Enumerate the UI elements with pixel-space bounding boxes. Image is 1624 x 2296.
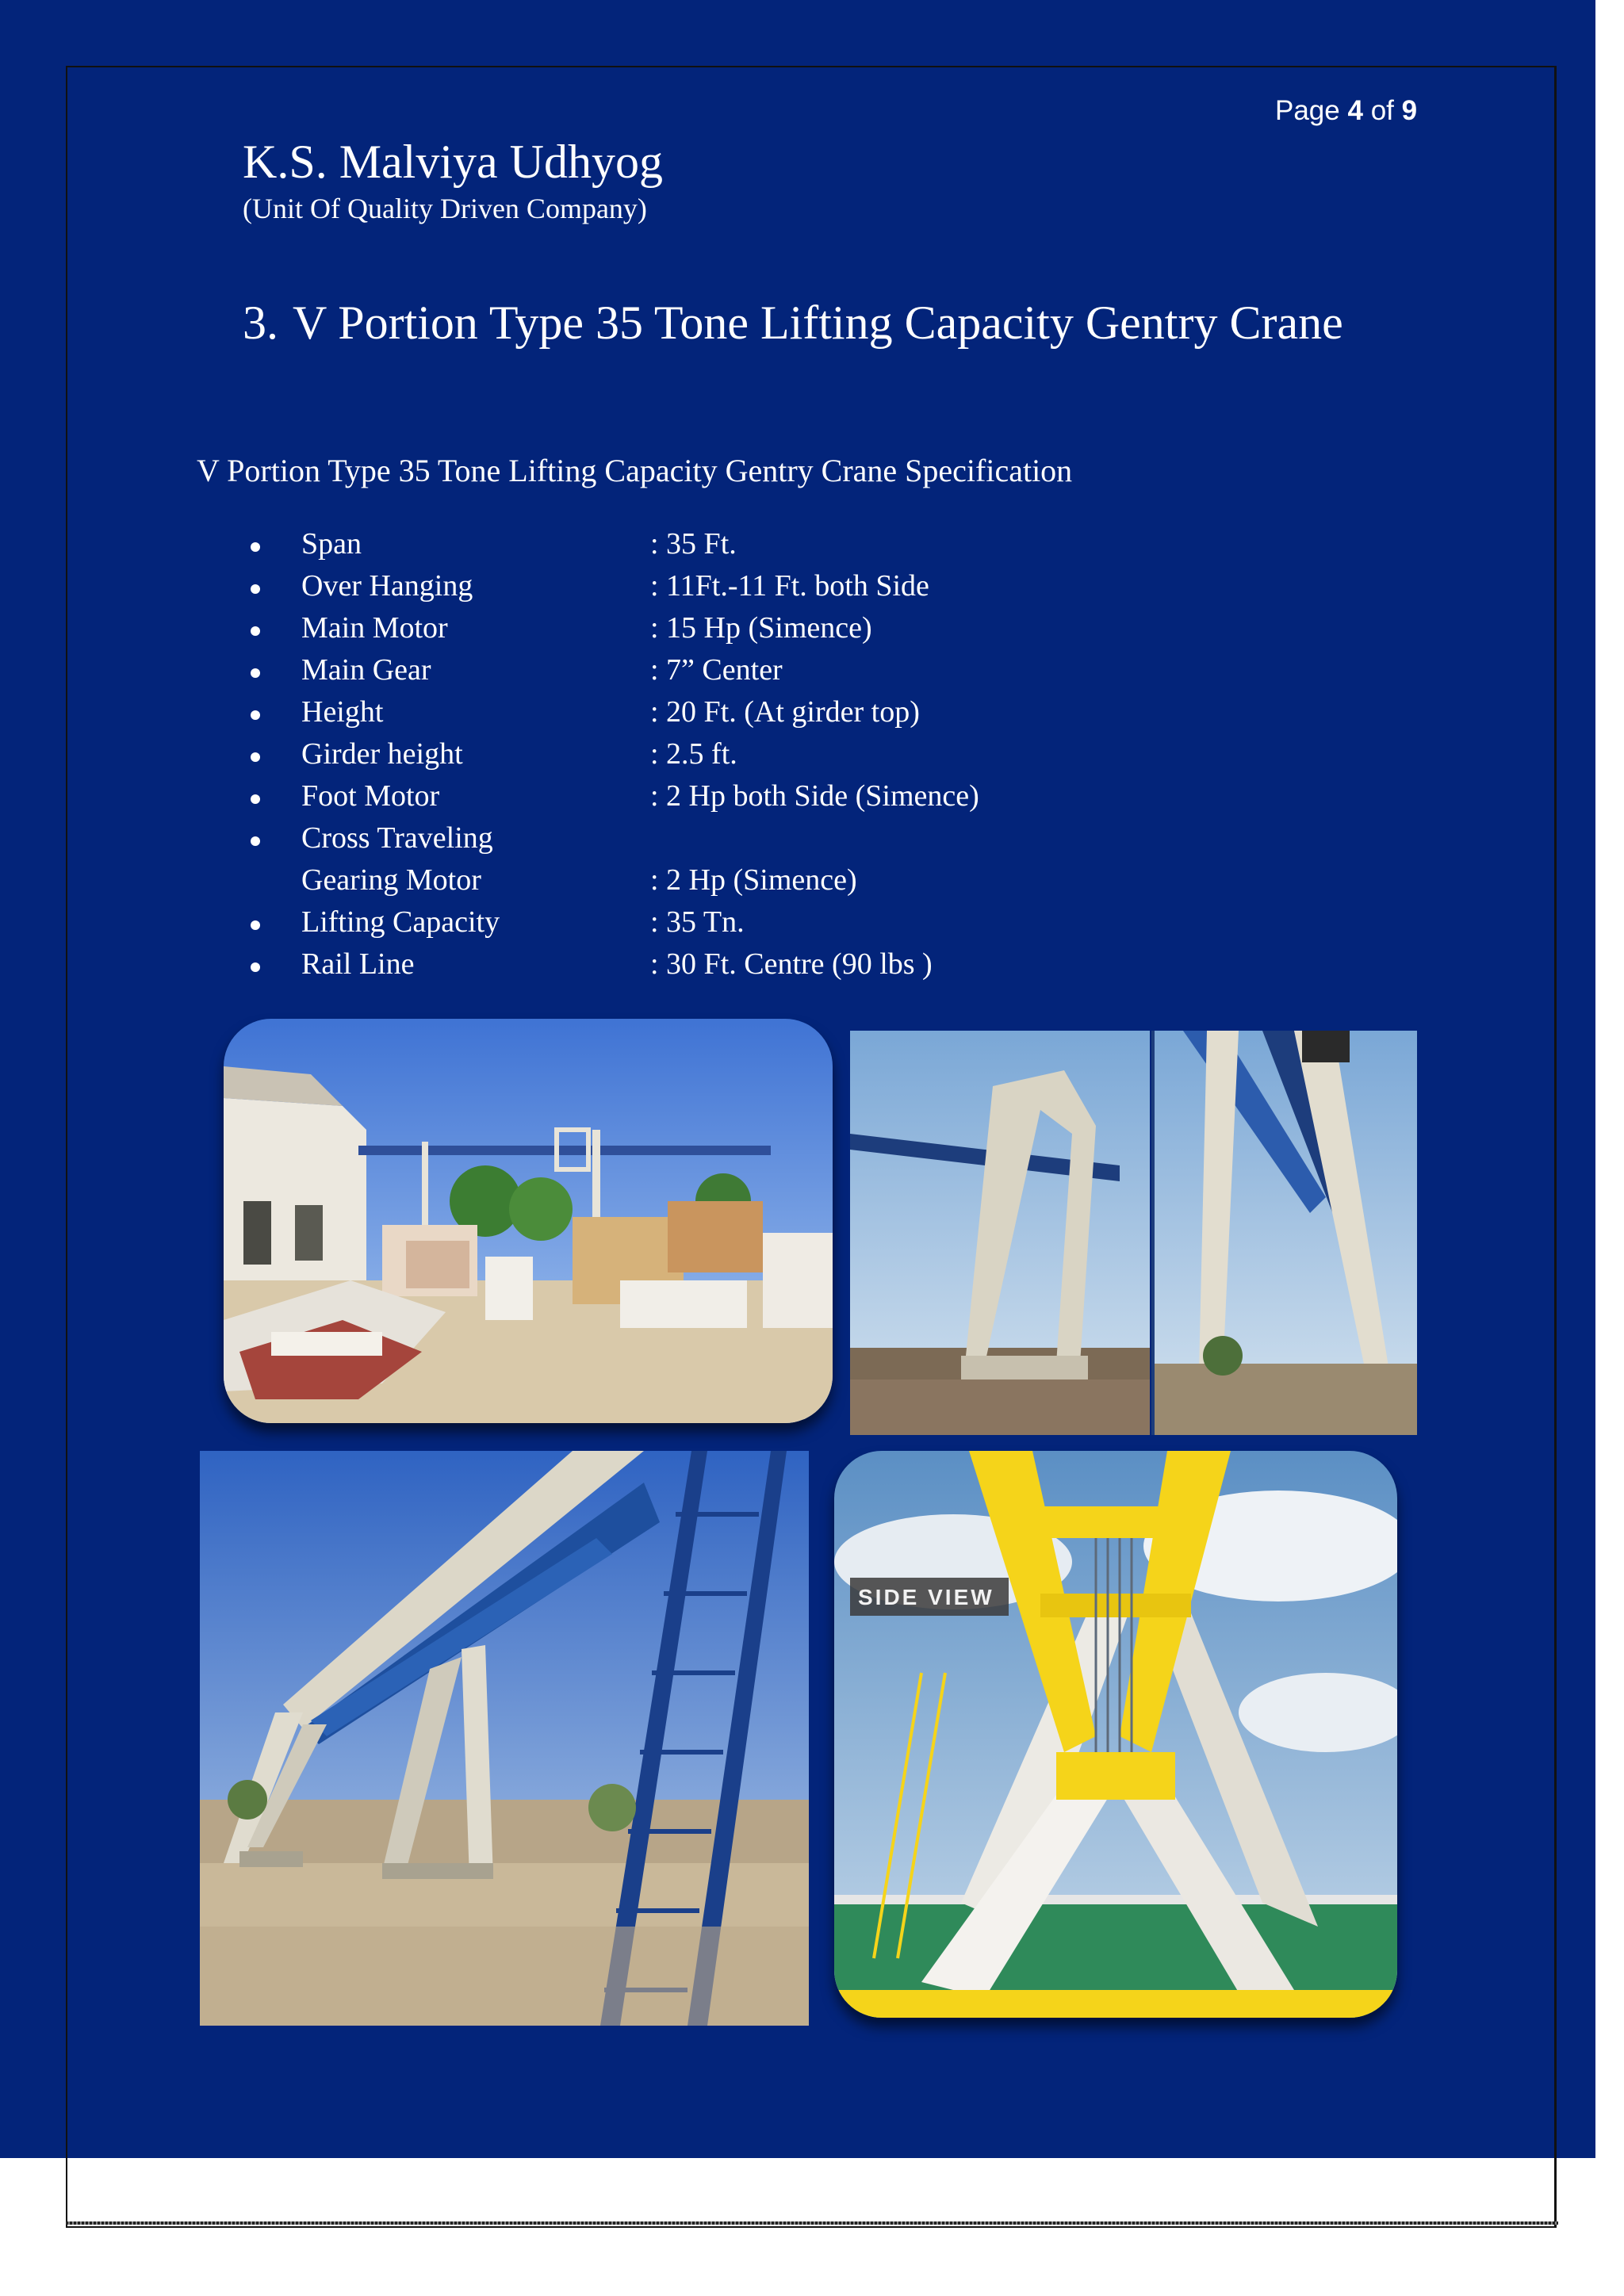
- section-number: 3.: [243, 297, 278, 349]
- bullet-icon: [251, 908, 266, 924]
- bullet-icon: [251, 572, 266, 587]
- page-number: [1275, 95, 1417, 127]
- bullet-icon: [251, 782, 266, 798]
- bullet-icon: [251, 950, 266, 966]
- spec-value: : 30 Ft. Centre (90 lbs ): [650, 947, 933, 981]
- page-of: of: [1370, 95, 1394, 126]
- bullet-icon: [251, 698, 266, 714]
- section-title: V Portion Type 35 Tone Lifting Capacity Gentry Crane: [293, 297, 1343, 349]
- spec-label: Cross Traveling: [301, 821, 493, 855]
- page-prefix: Page: [1275, 95, 1340, 126]
- bullet-icon: [251, 740, 266, 756]
- spec-value: : 2 Hp (Simence): [650, 863, 857, 897]
- spec-value: : 2 Hp both Side (Simence): [650, 779, 979, 813]
- bullet-icon: [251, 824, 266, 840]
- company-name: K.S. Malviya Udhyog: [243, 136, 663, 188]
- spec-label: Main Motor: [301, 611, 448, 645]
- blue-girder-crane-photo: [200, 1451, 809, 2026]
- page-border-bottom: [66, 2221, 1558, 2225]
- spec-value: : 15 Hp (Simence): [650, 611, 872, 645]
- spec-value: : 20 Ft. (At girder top): [650, 695, 920, 729]
- company-tagline: (Unit Of Quality Driven Company): [243, 193, 647, 224]
- bullet-icon: [251, 656, 266, 672]
- spec-subtitle: V Portion Type 35 Tone Lifting Capacity Gentry Crane Specification: [197, 453, 1073, 488]
- bullet-icon: [251, 530, 266, 545]
- spec-label: Main Gear: [301, 653, 431, 687]
- spec-value: : 2.5 ft.: [650, 737, 737, 771]
- side-view-caption: SIDE VIEW: [858, 1585, 994, 1609]
- page-total: 9: [1401, 95, 1418, 126]
- bullet-icon: [251, 614, 266, 629]
- page-current: 4: [1347, 95, 1363, 126]
- spec-label: Lifting Capacity: [301, 905, 500, 939]
- spec-value: : 11Ft.-11 Ft. both Side: [650, 569, 929, 603]
- spec-label: Girder height: [301, 737, 463, 771]
- spec-value: : 7” Center: [650, 653, 783, 687]
- stone-yard-crane-photo: [224, 1019, 833, 1423]
- spec-value: : 35 Ft.: [650, 527, 737, 561]
- spec-label: Over Hanging: [301, 569, 473, 603]
- yellow-crane-side-view-photo: [834, 1451, 1397, 2018]
- spec-label: Span: [301, 527, 362, 561]
- spec-label: Foot Motor: [301, 779, 440, 813]
- spec-value: : 35 Tn.: [650, 905, 745, 939]
- spec-label: Gearing Motor: [301, 863, 481, 897]
- spec-label: Rail Line: [301, 947, 415, 981]
- crane-collage-photo: [850, 1031, 1417, 1435]
- spec-label: Height: [301, 695, 384, 729]
